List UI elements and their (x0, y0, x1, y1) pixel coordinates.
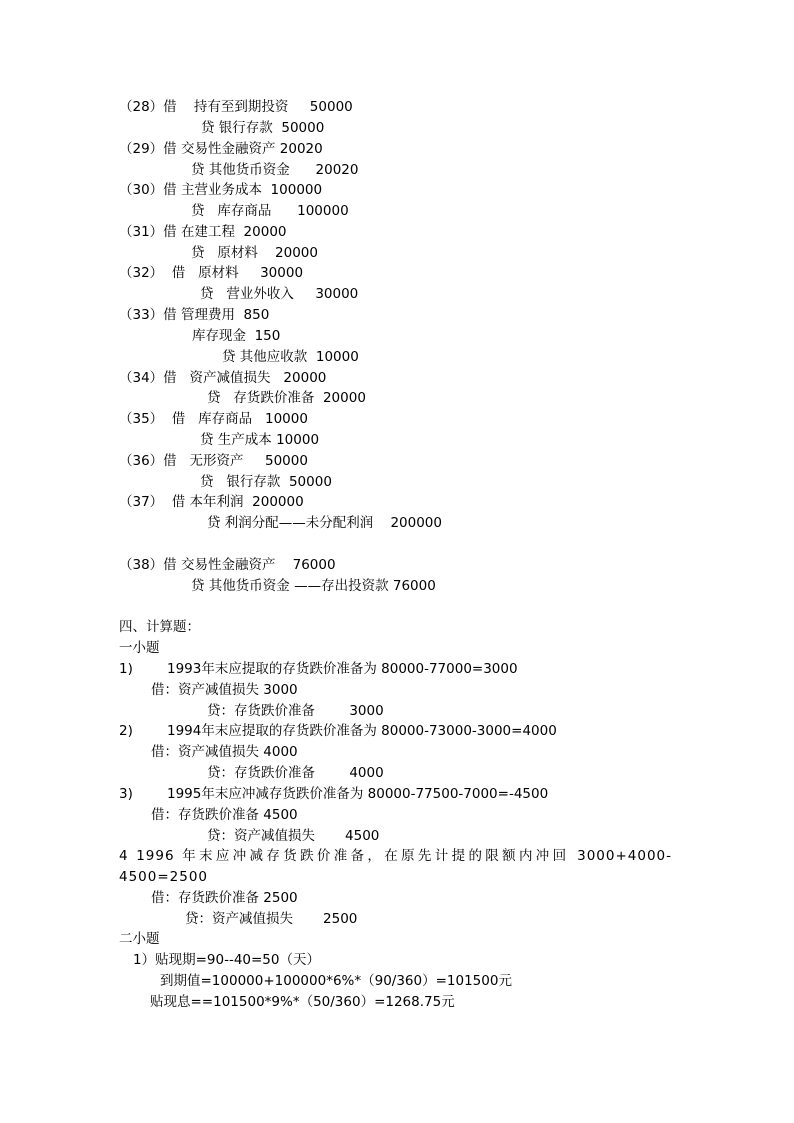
entry-28-debit: （28）借 持有至到期投资 50000 (119, 99, 353, 115)
entry-35-debit: （35） 借 库存商品 10000 (119, 411, 308, 427)
entry-32-debit: （32） 借 原材料 30000 (119, 265, 304, 281)
entry-37-debit: （37） 借 本年利润 200000 (119, 494, 304, 510)
entry-36-credit: 贷 银行存款 50000 (200, 474, 332, 490)
item-2-credit: 贷：存货跌价准备 4000 (207, 765, 384, 781)
entry-38-debit: （38）借 交易性金融资产 76000 (119, 557, 336, 573)
entry-31-debit: （31）借 在建工程 20000 (119, 224, 287, 240)
entry-29-debit: （29）借 交易性金融资产 20020 (119, 141, 323, 157)
entry-30-debit: （30）借 主营业务成本 100000 (119, 182, 323, 198)
entry-34-debit: （34）借 资产减值损失 20000 (119, 370, 327, 386)
section-heading: 四、计算题： (119, 619, 200, 635)
entry-36-debit: （36）借 无形资产 50000 (119, 453, 308, 469)
entry-33-debit: （33）借 管理费用 850 (119, 307, 270, 323)
item-3-number: 3) (119, 786, 133, 802)
item-2-debit: 借：资产减值损失 4000 (151, 744, 298, 760)
item-3-credit: 贷：资产减值损失 4500 (207, 828, 380, 844)
discount-interest-line: 贴现息==101500*9%*（50/360）=1268.75元 (150, 994, 455, 1010)
item-3-text: 1995年末应冲减存货跌价准备为 80000-77500-7000=-4500 (167, 786, 549, 802)
entry-38-credit: 贷 其他货币资金 ——存出投资款 76000 (191, 578, 436, 594)
item-4-debit: 借：存货跌价准备 2500 (151, 890, 298, 906)
entry-28-credit: 贷 银行存款 50000 (201, 120, 325, 136)
subsection-2-title: 二小题 (119, 931, 160, 947)
subsection-1-title: 一小题 (119, 640, 160, 656)
entry-34-credit: 贷 存货跌价准备 20000 (207, 390, 366, 406)
entry-33-credit: 贷 其他应收款 10000 (222, 349, 359, 365)
entry-30-credit: 贷 库存商品 100000 (191, 203, 349, 219)
item-3-debit: 借：存货跌价准备 4500 (151, 807, 298, 823)
entry-29-credit: 贷 其他货币资金 20020 (191, 162, 359, 178)
entry-37-credit: 贷 利润分配——未分配利润 200000 (207, 515, 442, 531)
item-2-number: 2) (119, 723, 133, 739)
entry-31-credit: 贷 原材料 20000 (191, 245, 318, 261)
item-4-credit: 贷：资产减值损失 2500 (185, 911, 358, 927)
entry-35-credit: 贷 生产成本 10000 (200, 432, 320, 448)
item-1-text: 1993年末应提取的存货跌价准备为 80000-77000=3000 (167, 661, 518, 677)
discount-period-line: 1）贴现期=90--40=50（天） (133, 952, 320, 968)
maturity-value-line: 到期值=100000+100000*6%*（90/360）=101500元 (160, 973, 512, 989)
entry-32-credit: 贷 营业外收入 30000 (200, 286, 359, 302)
item-1-debit: 借：资产减值损失 3000 (151, 682, 298, 698)
entry-33-debit-2: 库存现金 150 (192, 328, 281, 344)
item-4-text: 4 1996 年末应冲减存货跌价准备，在原先计提的限额内冲回 3000+4000-4500=2500 (119, 848, 672, 885)
item-2-text: 1994年末应提取的存货跌价准备为 80000-73000-3000=4000 (167, 723, 557, 739)
item-1-credit: 贷：存货跌价准备 3000 (207, 703, 384, 719)
item-1-number: 1) (119, 661, 133, 677)
